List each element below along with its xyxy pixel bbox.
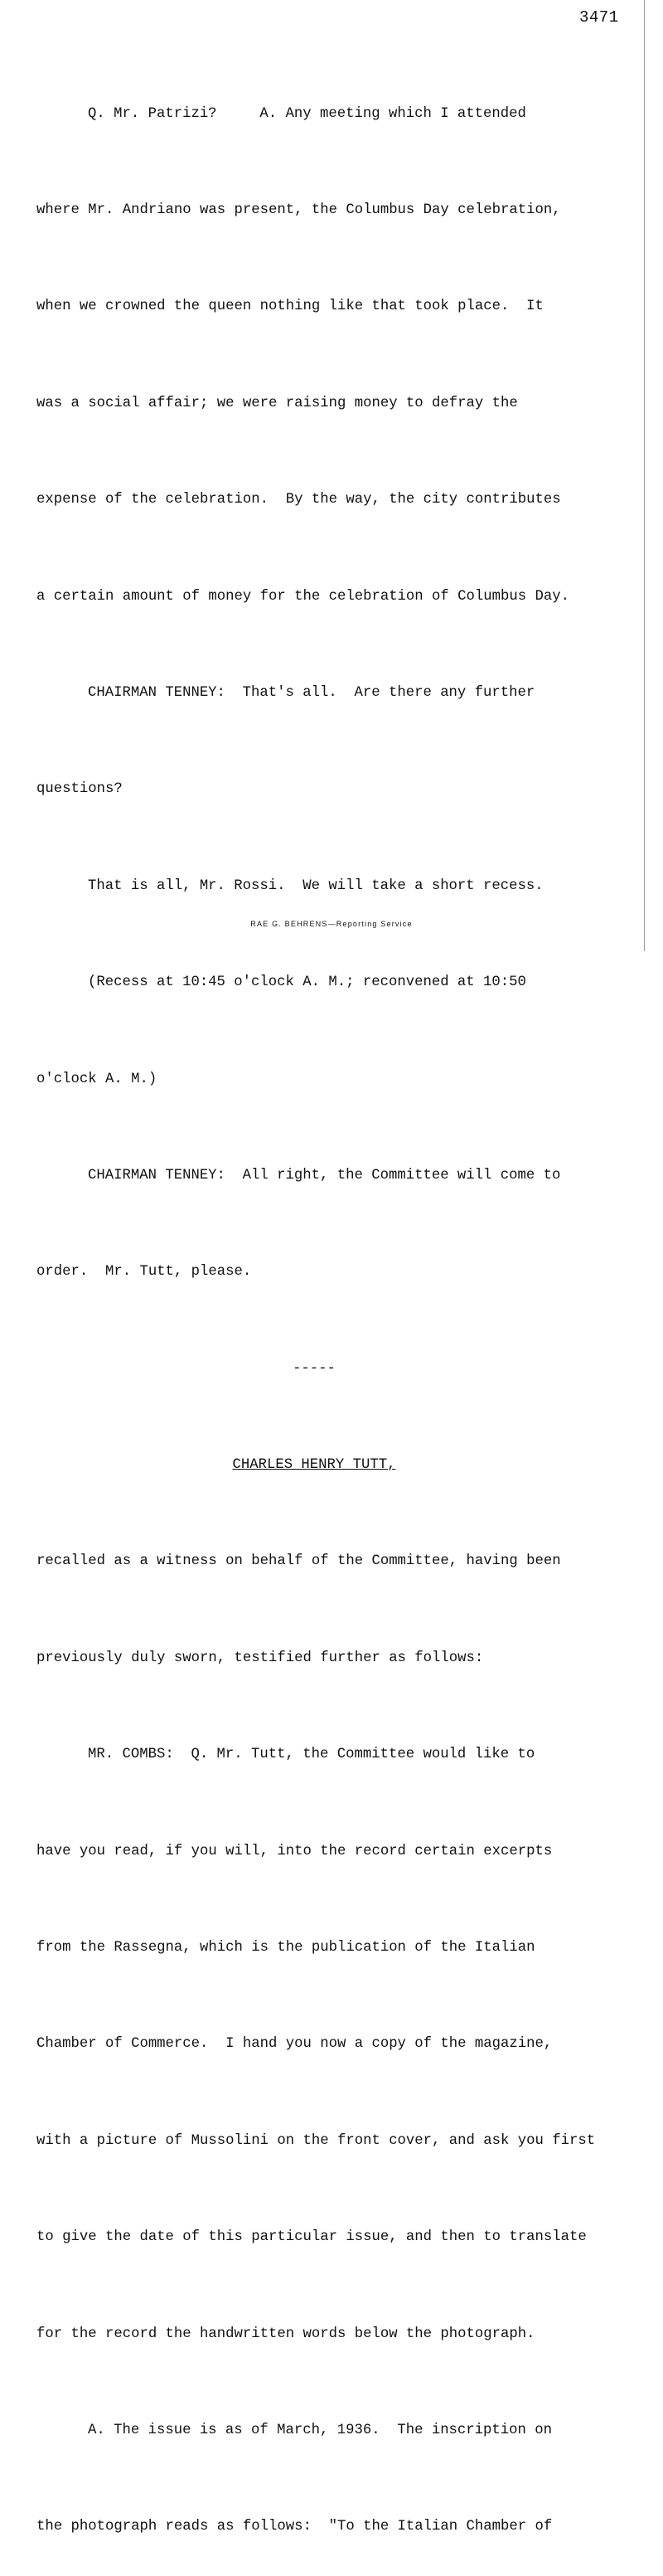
witness-heading xyxy=(36,1450,641,1482)
transcript-line: Q. Mr. Patrizi? A. Any meeting which I attended xyxy=(88,105,526,122)
transcript-line: previously duly sworn, testified further as follows: xyxy=(36,1650,484,1666)
transcript-line: expense of the celebration. By the way, the city contributes xyxy=(36,492,561,508)
transcript-line: was a social affair; we were raising money to defray the xyxy=(36,395,518,411)
transcript-line: recalled as a witness on behalf of the Committee, having been xyxy=(36,1553,561,1570)
transcript-line: a certain amount of money for the celebration of Columbus Day. xyxy=(36,588,569,605)
witness-name: CHARLES HENRY TUTT, xyxy=(232,1457,396,1474)
transcript-line: That is all, Mr. Rossi. We will take a short recess. xyxy=(88,877,544,894)
transcript-line: CHAIRMAN TENNEY: That's all. Are there any further xyxy=(88,684,535,701)
transcript-line: CHAIRMAN TENNEY: All right, the Committee will come to xyxy=(88,1167,561,1184)
transcript-line: the photograph reads as follows: "To the Italian Chamber of xyxy=(36,2519,553,2535)
transcript-line: (Recess at 10:45 o'clock A. M.; reconvened at 10:50 xyxy=(88,975,526,991)
transcript-line: from the Rassegna, which is the publication of the Italian xyxy=(36,1940,535,1956)
page-number: 3471 xyxy=(579,8,619,27)
transcript-body xyxy=(36,34,641,2576)
transcript-line: Chamber of Commerce. I hand you now a copy of the magazine, xyxy=(36,2036,553,2053)
transcript-line: MR. COMBS: Q. Mr. Tutt, the Committee would like to xyxy=(88,1747,535,1763)
transcript-line: where Mr. Andriano was present, the Columbus Day celebration, xyxy=(36,202,561,218)
transcript-line: A. The issue is as of March, 1936. The inscription on xyxy=(88,2422,553,2438)
reporting-service-footer: RAE G. BEHRENS—Reporting Service xyxy=(250,920,413,928)
transcript-line: o'clock A. M.) xyxy=(36,1071,157,1087)
transcript-line: for the record the handwritten words below the photograph. xyxy=(36,2326,535,2342)
transcript-line: order. Mr. Tutt, please. xyxy=(36,1264,252,1281)
page-edge-rule xyxy=(644,0,645,951)
section-divider: ----- xyxy=(293,1360,336,1377)
transcript-line: to give the date of this particular issue, and then to translate xyxy=(36,2229,587,2246)
transcript-line: questions? xyxy=(36,781,123,798)
transcript-line: with a picture of Mussolini on the front cover, and ask you first xyxy=(36,2132,596,2149)
transcript-line: have you read, if you will, into the record certain excerpts xyxy=(36,1843,553,1859)
transcript-line: when we crowned the queen nothing like that took place. It xyxy=(36,299,544,315)
